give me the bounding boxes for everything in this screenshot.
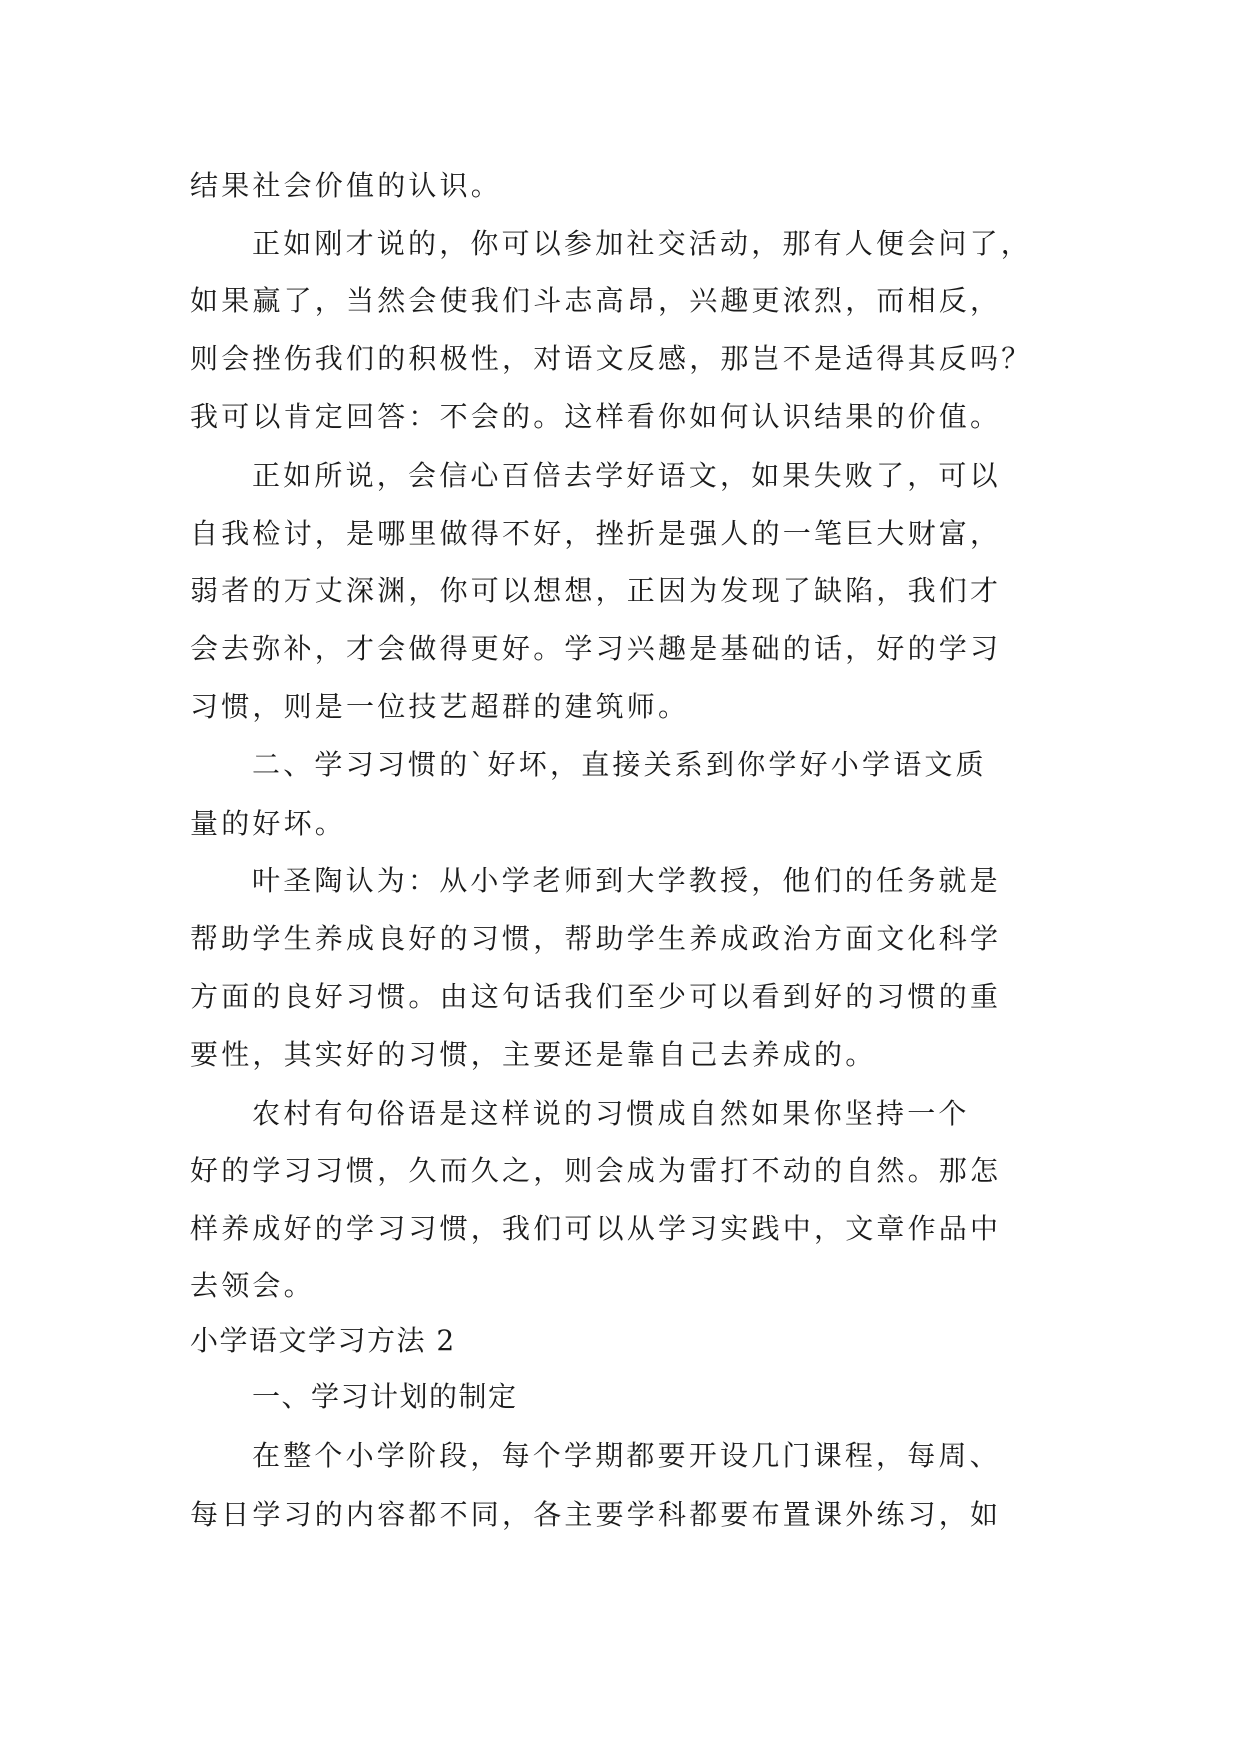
text-line: 样养成好的学习习惯，我们可以从学习实践中，文章作品中 — [190, 1212, 1002, 1245]
paragraph-first-line: 叶圣陶认为：从小学老师到大学教授，他们的任务就是 — [252, 864, 1001, 897]
text-line: 每日学习的内容都不同，各主要学科都要布置课外练习，如 — [190, 1498, 1002, 1531]
text-line: 弱者的万丈深渊，你可以想想，正因为发现了缺陷，我们才 — [190, 574, 1002, 607]
text-line: 如果赢了，当然会使我们斗志高昂，兴趣更浓烈，而相反， — [190, 284, 1002, 317]
text-line: 习惯，则是一位技艺超群的建筑师。 — [190, 690, 690, 723]
article-title: 小学语文学习方法 2 — [190, 1324, 456, 1357]
paragraph-first-line: 在整个小学阶段，每个学期都要开设几门课程，每周、 — [252, 1439, 1001, 1472]
text-line: 帮助学生养成良好的习惯，帮助学生养成政治方面文化科学 — [190, 922, 1002, 955]
text-line: 我可以肯定回答：不会的。这样看你如何认识结果的价值。 — [190, 400, 1002, 433]
paragraph-first-line: 农村有句俗语是这样说的习惯成自然如果你坚持一个 — [252, 1097, 970, 1130]
text-line: 会去弥补，才会做得更好。学习兴趣是基础的话，好的学习 — [190, 632, 1002, 665]
paragraph-first-line: 正如所说，会信心百倍去学好语文，如果失败了，可以 — [252, 459, 1001, 492]
text-line: 去领会。 — [190, 1269, 315, 1302]
text-line: 要性，其实好的习惯，主要还是靠自己去养成的。 — [190, 1038, 877, 1071]
section-heading: 二、学习习惯的`好坏，直接关系到你学好小学语文质 — [252, 748, 987, 781]
text-line: 则会挫伤我们的积极性，对语文反感，那岂不是适得其反吗？ — [190, 342, 1033, 375]
text-line: 方面的良好习惯。由这句话我们至少可以看到好的习惯的重 — [190, 980, 1002, 1013]
text-line: 结果社会价值的认识。 — [190, 169, 503, 202]
text-line: 好的学习习惯，久而久之，则会成为雷打不动的自然。那怎 — [190, 1154, 1002, 1187]
paragraph-first-line: 正如刚才说的，你可以参加社交活动，那有人便会问了， — [252, 227, 1033, 260]
text-line: 量的好坏。 — [190, 807, 347, 840]
text-line: 自我检讨，是哪里做得不好，挫折是强人的一笔巨大财富， — [190, 517, 1002, 550]
section-heading: 一、学习计划的制定 — [252, 1380, 518, 1413]
